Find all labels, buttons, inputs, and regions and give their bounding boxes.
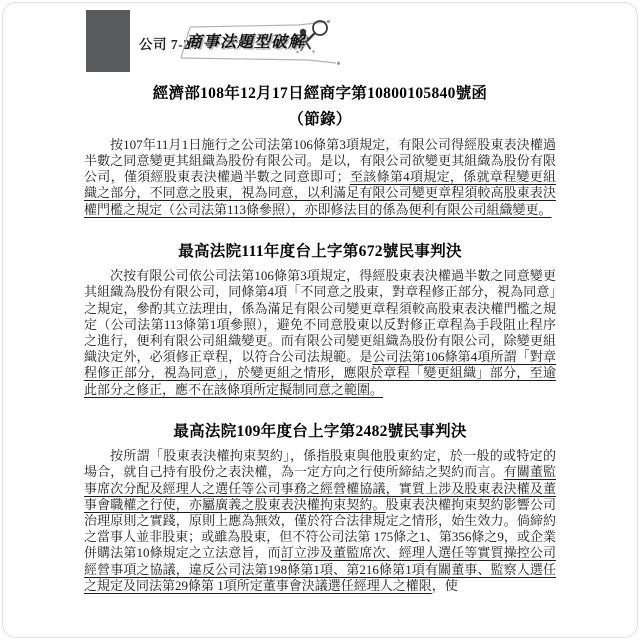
- paragraph: [84, 268, 556, 398]
- paragraph: [84, 448, 556, 594]
- chapter-tab: [86, 10, 130, 72]
- section-judgment-672: [84, 242, 556, 398]
- section-heading-subline: （節錄）: [288, 111, 352, 129]
- section-heading: 經濟部108年12月17日經商字第10800105840號函: [152, 85, 488, 102]
- text-run: 按所謂「股東表決權拘束契約」，係指股東與他股東約定，於一般的或特定的場合，就自己持有股份之表決權，為一定方向之行使所締結之契約而言。: [84, 448, 556, 480]
- paragraph: [84, 137, 556, 218]
- text-run: 次按有限公司依公司法第106條第3項規定，得經股東表決權過半數之同意變更其組織為股份有限公司，同條第4項「不同意之股東，對章程修正部分，視為同意」之規定，參酌其立法理由，係為滿足有限公司變更章程須較高股東表決權門檻之規定（公司法第113條第1項參照），避免不同意股東以反對修正章程為手段阻止程序之進行，便利有限公司組織變更。而有限公司變更組織為股份有限公司，除變更組織決定外，必須修正章程，以符合公司法規範。是: [84, 268, 556, 365]
- underlined-text-run: 有關董監事席次分配及經理人之選任等公司事務之經營權協議，實質上涉及股東表決權及董事會職權之行使，亦屬廣義之股東表決權拘束契約。: [84, 464, 556, 512]
- underlined-text-run: 公司法第106條第4項所謂「對章程修正部分，視為同意」，於變更組之情形，應限於章程「變更組織」部分，至逾此部分之修正，應不在該條項所定擬制同意之範圍。: [84, 349, 556, 397]
- page-header: [0, 0, 640, 78]
- page-number-label: 公司 7-24: [139, 37, 198, 52]
- text-run: ，使: [431, 577, 458, 593]
- document-body: [84, 0, 556, 594]
- text-run: 股東表決權拘束契約影響公司治理原則之實踐，原則上應為無效，僅於符合法律規定之情形，始生效力。倘締約之當事人並非股東；或雖為股東，但不符公司法第 175條之1、第356條之9，或企業併購法第10條規定之立法意旨，而: [84, 496, 556, 561]
- section-ministry-letter: [84, 84, 556, 218]
- section-heading: 最高法院109年度台上字第2482號民事判決: [173, 422, 467, 440]
- underlined-text-run: 訂立涉及董監席次、經理人選任等實質操控公司經營事項之協議，違反公司法第198條第1項、第216條第1項有關董事、監察人選任之規定及同法第29條第 1項所定董事會決議選任經理人之權限: [84, 545, 556, 593]
- underlined-text-run: 至該條第4項規定，係就章程變更組織之部分，不同意之股東，視為同意，以利滿足有限公司變更章程須較高股東表決權門檻之規定（公司法第113條參照），亦即修法目的係為便利有限公司組織變更。: [84, 169, 556, 217]
- text-run: 按107年11月1日施行之公司法第106條第3項規定，有限公司得經股東表決權過半數之同意變更其組織為股份有限公司。是以，有限公司欲變更其組織為股份有限公司，僅須經股東表決權過半數之同意即可；: [84, 136, 556, 185]
- section-judgment-2482: [84, 422, 556, 594]
- title-banner: [176, 14, 366, 68]
- book-series-title: 商事法題型破解: [186, 34, 306, 51]
- section-heading: 最高法院111年度台上字第672號民事判決: [178, 242, 462, 260]
